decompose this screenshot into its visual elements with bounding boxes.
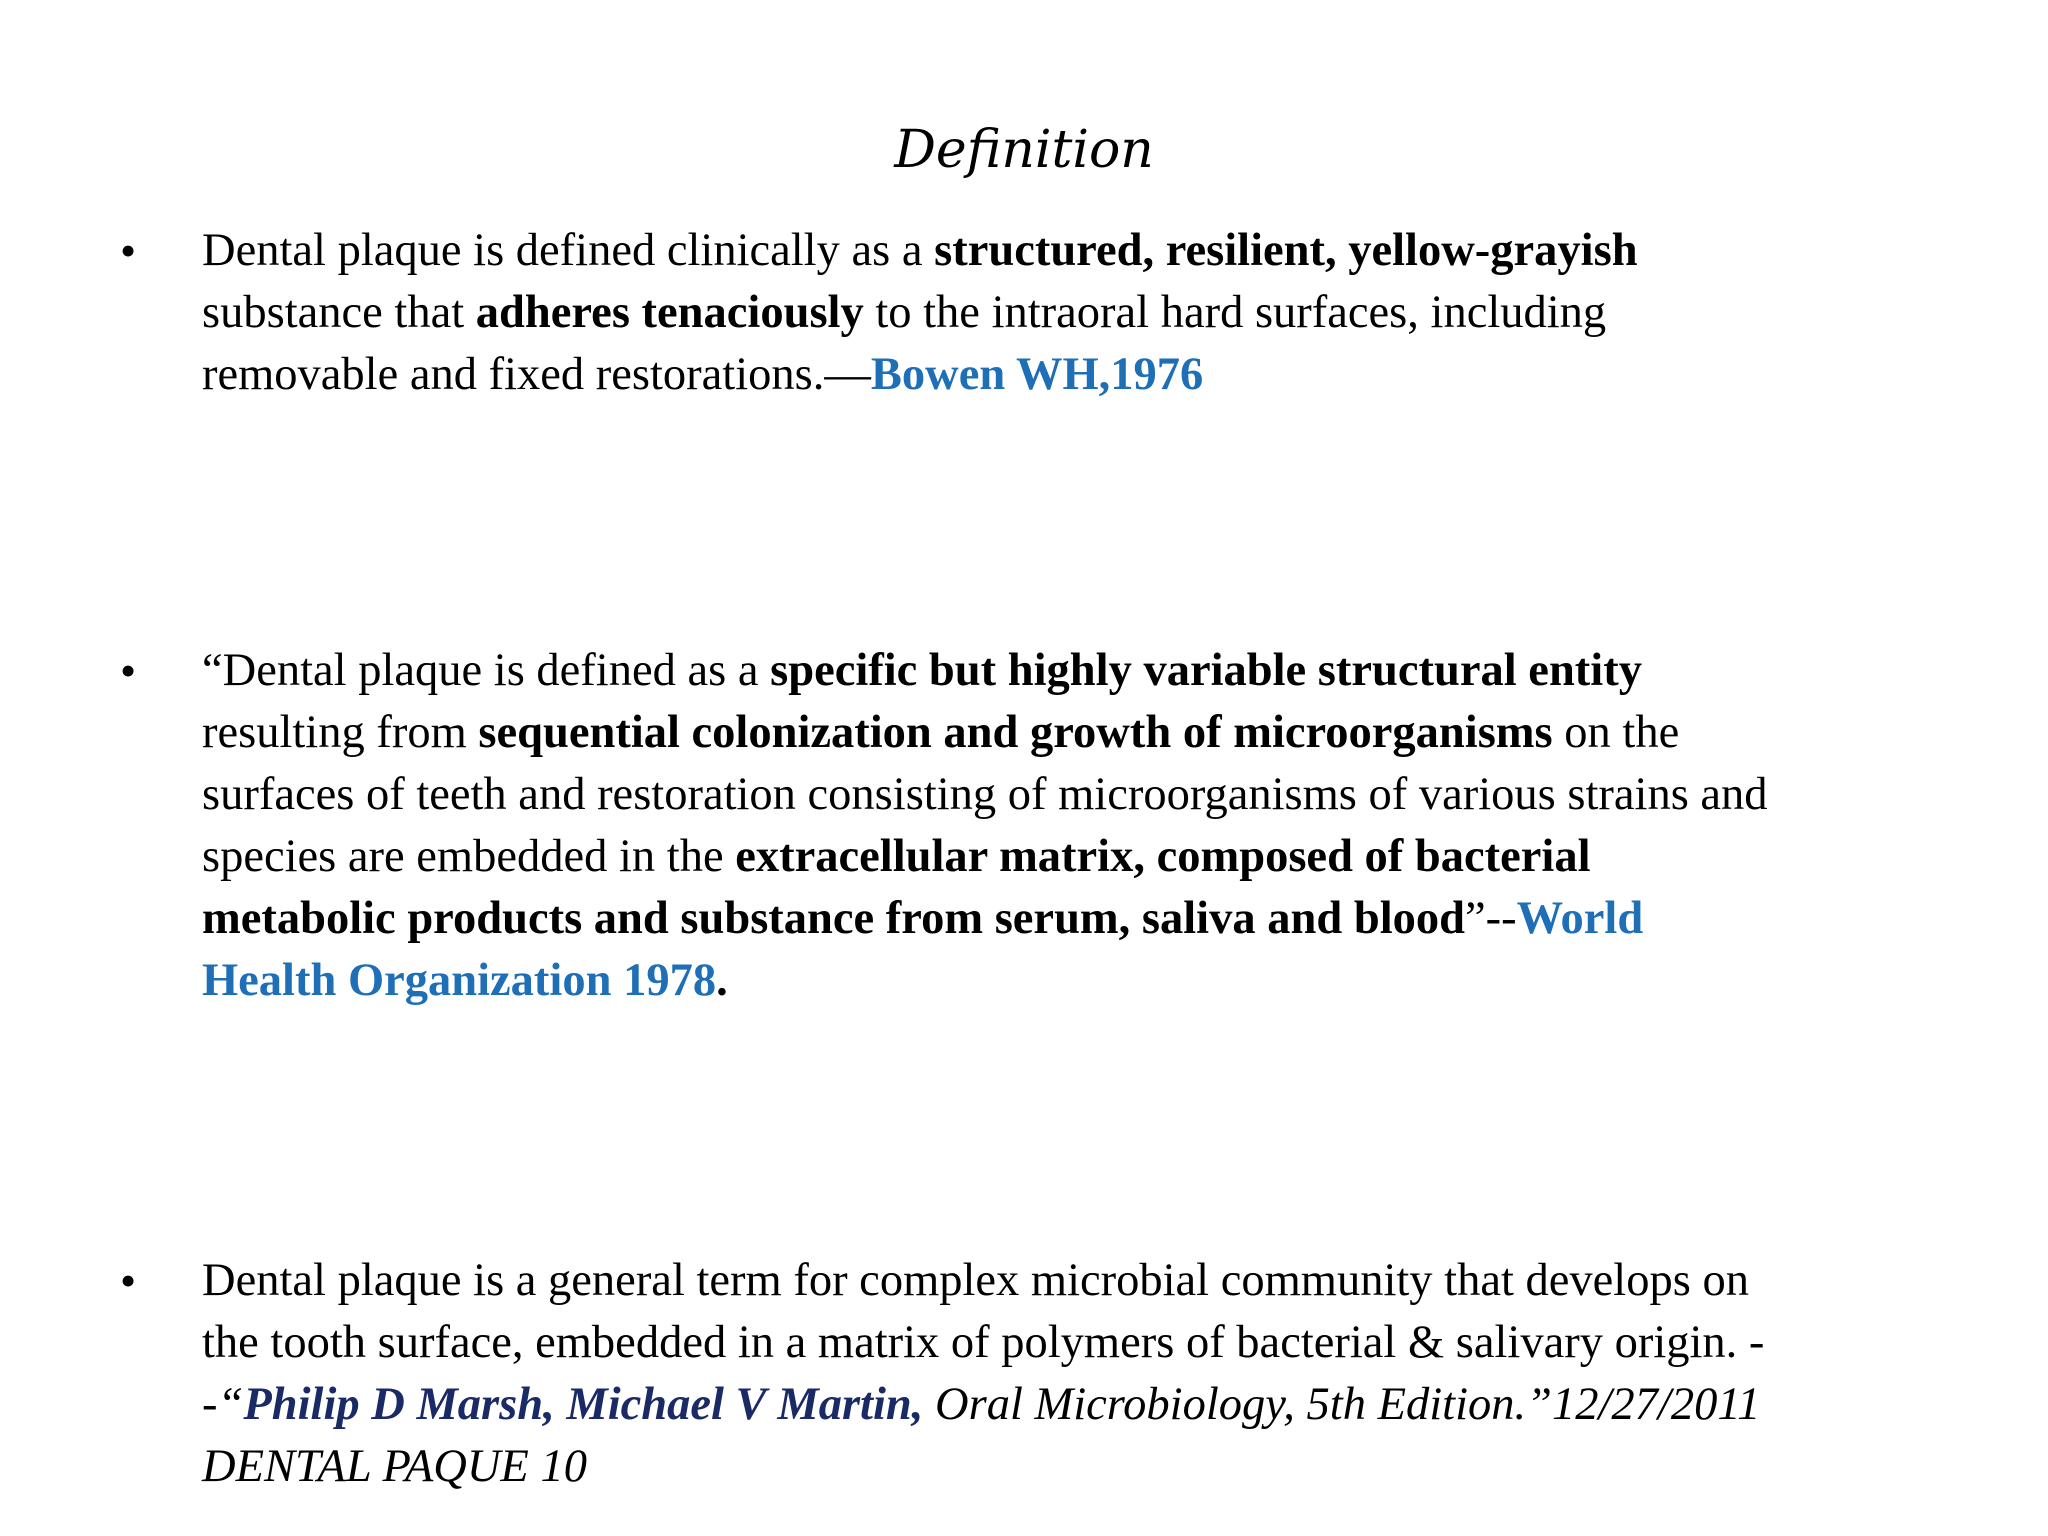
text-segment: on the bbox=[1552, 707, 1680, 758]
citation-text: Health Organization 1978 bbox=[202, 955, 717, 1006]
text-line bbox=[202, 702, 2048, 764]
text-segment: DENTAL PAQUE 10 bbox=[202, 1441, 587, 1492]
text-segment: the tooth surface, embedded in a matrix of polymers of bacterial & salivary origin. - bbox=[202, 1317, 1765, 1368]
slide-title: Definition bbox=[894, 120, 1154, 180]
bullet-marker: • bbox=[120, 1255, 137, 1306]
citation-text: Bowen WH,1976 bbox=[870, 349, 1204, 400]
text-segment: substance that bbox=[202, 287, 476, 338]
bullet-marker: • bbox=[120, 645, 137, 696]
text-segment: removable and fixed restorations.— bbox=[202, 349, 871, 400]
text-line bbox=[202, 826, 2048, 888]
text-segment: specific but highly variable structural entity bbox=[770, 645, 1642, 696]
text-segment: extracellular matrix, composed of bacterial bbox=[735, 831, 1591, 882]
bullet-text bbox=[202, 1250, 2048, 1498]
text-segment: metabolic products and substance from serum, saliva and blood bbox=[202, 893, 1465, 944]
text-line bbox=[202, 640, 2048, 702]
citation-text: World bbox=[1516, 893, 1644, 944]
text-segment: Dental plaque is defined clinically as a bbox=[202, 225, 935, 276]
text-line bbox=[202, 888, 2048, 950]
text-segment: “Dental plaque is defined as a bbox=[202, 645, 771, 696]
text-line bbox=[202, 344, 2048, 406]
text-line bbox=[202, 764, 2048, 826]
text-segment: structured, resilient, yellow-grayish bbox=[934, 225, 1638, 276]
text-segment: . bbox=[716, 955, 728, 1006]
text-segment: adheres tenaciously bbox=[475, 287, 864, 338]
text-segment: species are embedded in the bbox=[202, 831, 736, 882]
bullet-text bbox=[202, 220, 2048, 406]
text-line bbox=[202, 282, 2048, 344]
text-line bbox=[202, 950, 2048, 1012]
text-segment: -“ bbox=[202, 1379, 244, 1430]
text-segment: ”-- bbox=[1464, 893, 1517, 944]
text-segment: to the intraoral hard surfaces, including bbox=[863, 287, 1607, 338]
citation-text: Philip D Marsh, Michael V Martin, bbox=[243, 1379, 924, 1430]
text-segment: surfaces of teeth and restoration consisting of microorganisms of various strains and bbox=[202, 769, 1768, 820]
bullet-marker: • bbox=[120, 225, 137, 276]
text-segment: resulting from bbox=[202, 707, 479, 758]
text-line bbox=[202, 220, 2048, 282]
text-segment: Dental plaque is a general term for complex microbial community that develops on bbox=[202, 1255, 1749, 1306]
text-segment: sequential colonization and growth of microorganisms bbox=[478, 707, 1553, 758]
text-line bbox=[202, 1374, 2048, 1436]
bullet-text bbox=[202, 640, 2048, 1012]
text-line bbox=[202, 1312, 2048, 1374]
text-segment: Oral Microbiology, 5th Edition.”12/27/2011 bbox=[923, 1379, 1761, 1430]
text-line bbox=[202, 1436, 2048, 1498]
text-line bbox=[202, 1250, 2048, 1312]
